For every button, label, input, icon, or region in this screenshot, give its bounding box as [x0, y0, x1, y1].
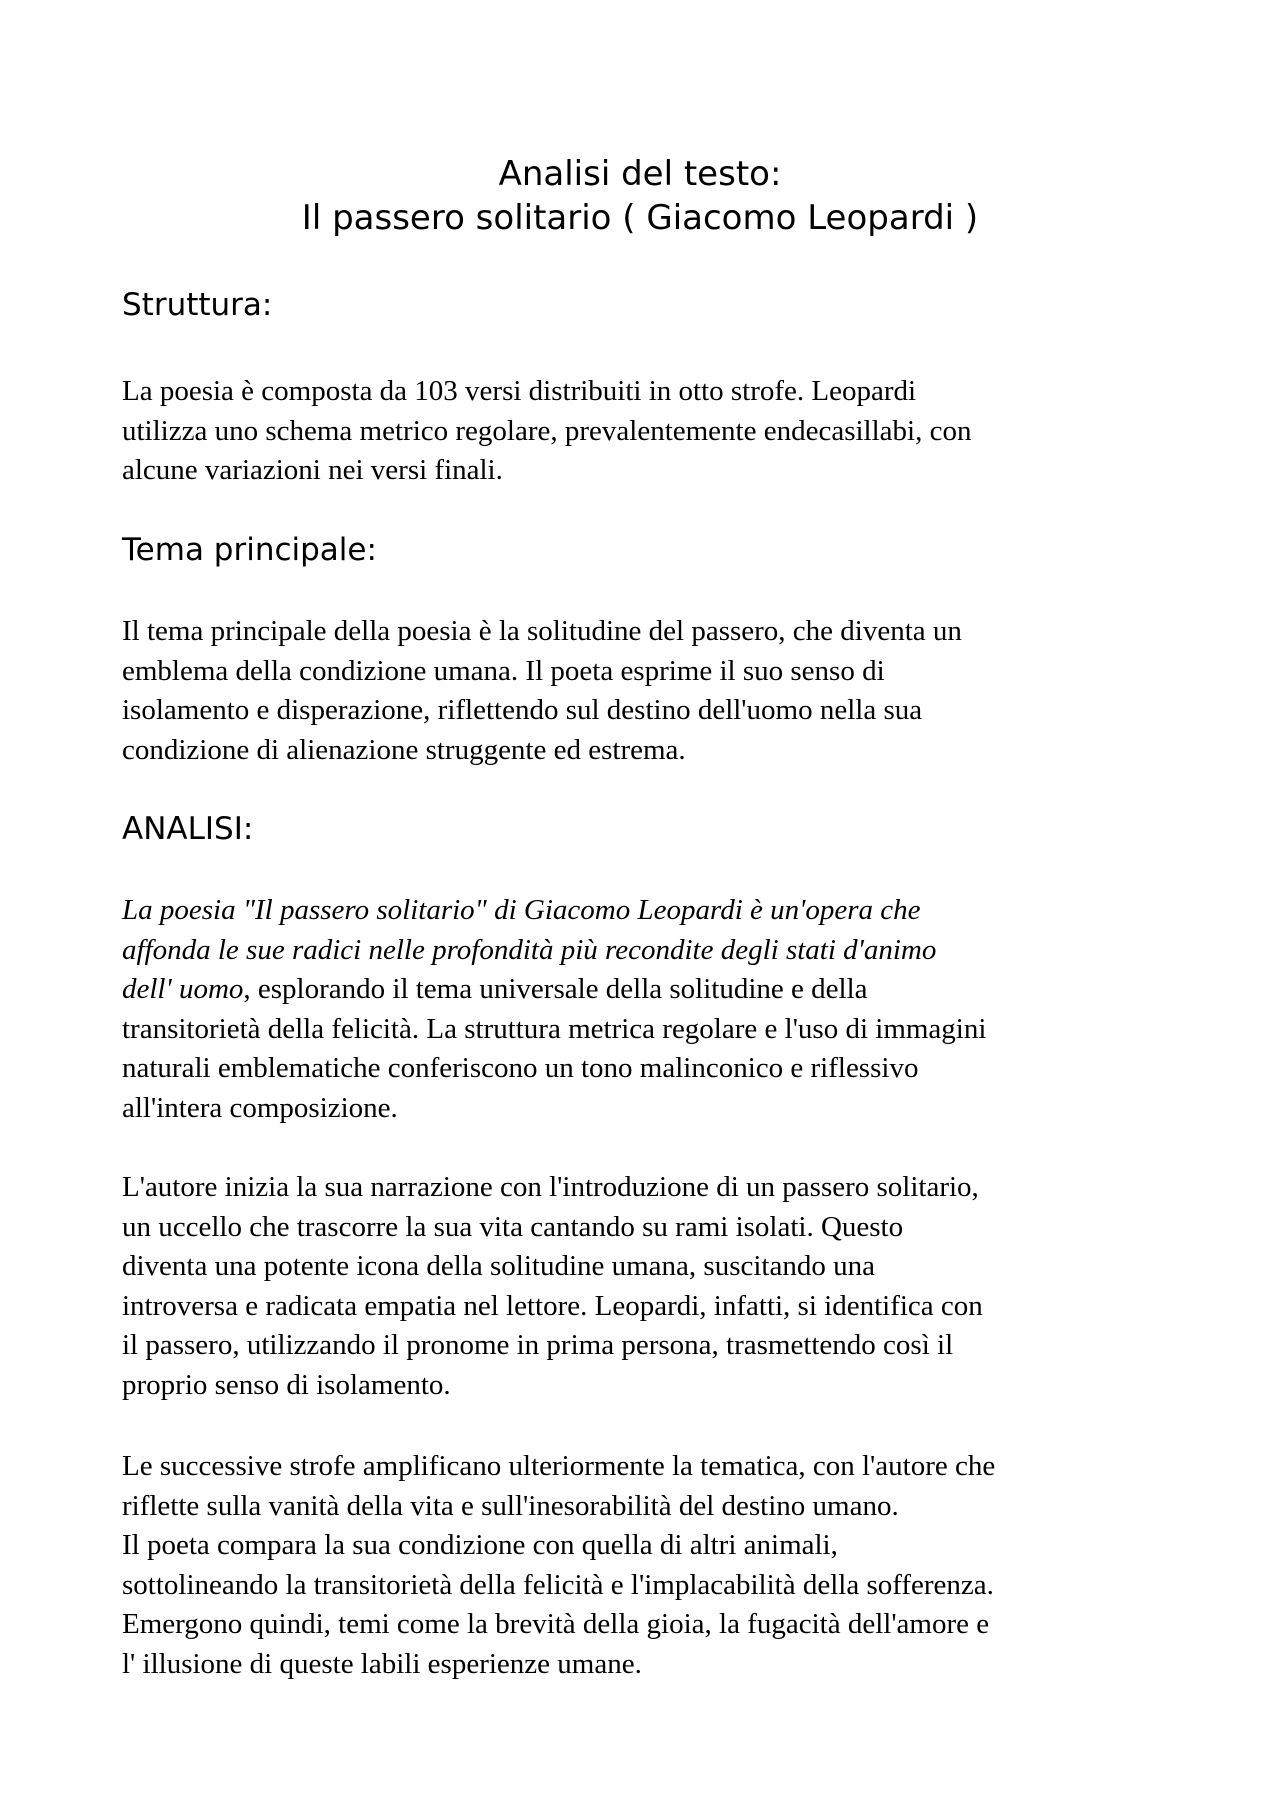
paragraph-struttura — [122, 372, 1172, 491]
text-line: il passero, utilizzando il pronome in prima persona, trasmettendo così il — [122, 1329, 954, 1361]
text-line: sottolineando la transitorietà della felicità e l'implacabilità della sofferenza. — [122, 1568, 994, 1601]
paragraph-analisi-3 — [122, 1447, 1172, 1684]
text-line: utilizza uno schema metrico regolare, prevalentemente endecasillabi, con — [122, 414, 972, 447]
italic-text: dell' uomo — [122, 973, 244, 1005]
paragraph-analisi-1 — [122, 891, 1172, 1128]
text-line: Le successive strofe amplificano ulteriormente la tematica, con l'autore che — [122, 1450, 996, 1482]
paragraph-analisi-2 — [122, 1168, 1172, 1405]
text-line: proprio senso di isolamento. — [122, 1368, 451, 1401]
title-line-1: Analisi del testo: — [498, 154, 782, 194]
italic-text: affonda le sue radici nelle profondità più recondite degli stati d'animo — [122, 933, 937, 966]
text-line: L'autore inizia la sua narrazione con l'introduzione di un passero solitario, — [122, 1171, 979, 1203]
text-line: La poesia è composta da 103 versi distribuiti in otto strofe. Leopardi — [122, 375, 917, 407]
text-line: Il poeta compara la sua condizione con quella di altri animali, — [122, 1529, 838, 1561]
text-line — [122, 970, 1172, 1010]
text-line — [122, 931, 1172, 971]
text-line: emblema della condizione umana. Il poeta esprime il suo senso di — [122, 654, 885, 687]
text-line: Il tema principale della poesia è la solitudine del passero, che diventa un — [122, 615, 962, 647]
text-line: riflette sulla vanità della vita e sull'inesorabilità del destino umano. — [122, 1489, 899, 1522]
text-line: Emergono quindi, temi come la brevità della gioia, la fugacità dell'amore e — [122, 1608, 990, 1640]
text-line: alcune variazioni nei versi finali. — [122, 454, 503, 486]
text-line: all'intera composizione. — [122, 1091, 398, 1124]
text-fragment: , esplorando il tema universale della solitudine e della — [243, 973, 868, 1005]
text-line: isolamento e disperazione, riflettendo sul destino dell'uomo nella sua — [122, 694, 923, 726]
text-line: naturali emblematiche conferiscono un tono malinconico e riflessivo — [122, 1052, 919, 1084]
italic-text: La poesia "Il passero solitario" di Giacomo Leopardi è un'opera che — [122, 894, 921, 926]
text-line: un uccello che trascorre la sua vita cantando su rami isolati. Questo — [122, 1210, 904, 1243]
text-line: diventa una potente icona della solitudine umana, suscitando una — [122, 1250, 875, 1282]
text-line: transitorietà della felicità. La struttura metrica regolare e l'uso di immagini — [122, 1012, 987, 1045]
heading-analisi: ANALISI: — [122, 811, 254, 847]
text-line: l' illusione di queste labili esperienze umane. — [122, 1647, 642, 1680]
heading-struttura: Struttura: — [122, 287, 273, 323]
text-line — [122, 891, 1172, 931]
heading-tema-principale: Tema principale: — [122, 532, 377, 568]
document-title — [0, 152, 1280, 240]
text-line: introversa e radicata empatia nel lettore. Leopardi, infatti, si identifica con — [122, 1289, 983, 1322]
paragraph-tema — [122, 612, 1172, 770]
text-line: condizione di alienazione struggente ed estrema. — [122, 733, 686, 766]
title-line-2: Il passero solitario ( Giacomo Leopardi ) — [301, 198, 979, 238]
